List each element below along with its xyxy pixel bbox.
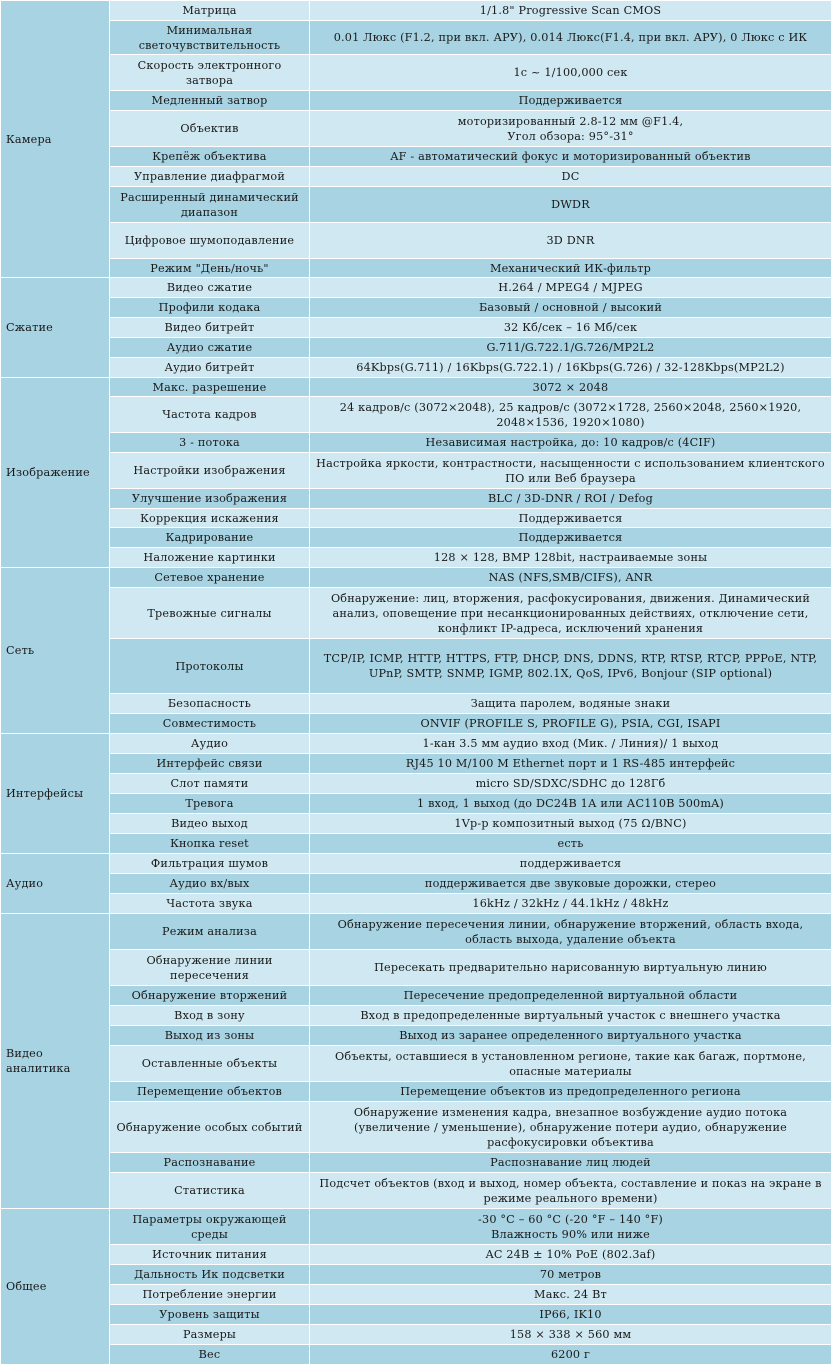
spec-value: 24 кадров/с (3072×2048), 25 кадров/с (3072×1728, 2560×2048, 2560×1920, 2048×1536, 1920×1080) [310, 397, 831, 433]
spec-row [1, 874, 831, 894]
spec-parameter: Статистика [110, 1173, 310, 1209]
spec-value: 1/1.8" Progressive Scan CMOS [310, 1, 831, 21]
spec-parameter: Обнаружение особых событий [110, 1102, 310, 1153]
spec-parameter: Профили кодака [110, 298, 310, 318]
spec-parameter: Объектив [110, 111, 310, 147]
spec-value: 16kHz / 32kHz / 44.1kHz / 48kHz [310, 894, 831, 914]
spec-row [1, 1026, 831, 1046]
spec-row [1, 914, 831, 950]
spec-value: Вход в предопределенные виртуальный участок с внешнего участка [310, 1006, 831, 1026]
spec-parameter: Обнаружение вторжений [110, 986, 310, 1006]
spec-row [1, 433, 831, 453]
spec-value: DWDR [310, 187, 831, 223]
spec-value: есть [310, 834, 831, 854]
spec-parameter: Настройки изображения [110, 453, 310, 489]
spec-parameter: Видео сжатие [110, 278, 310, 298]
spec-value: Пересечение предопределенной виртуальной области [310, 986, 831, 1006]
spec-row [1, 1102, 831, 1153]
spec-row [1, 814, 831, 834]
spec-value: IP66, IK10 [310, 1305, 831, 1325]
spec-value: NAS (NFS,SMB/CIFS), ANR [310, 568, 831, 588]
spec-parameter: Выход из зоны [110, 1026, 310, 1046]
spec-row [1, 568, 831, 588]
spec-row [1, 147, 831, 167]
spec-row [1, 1285, 831, 1305]
spec-row [1, 358, 831, 378]
spec-parameter: Источник питания [110, 1245, 310, 1265]
spec-parameter: Оставленные объекты [110, 1046, 310, 1082]
spec-row [1, 55, 831, 91]
spec-parameter: Управление диафрагмой [110, 167, 310, 187]
spec-value: Защита паролем, водяные знаки [310, 694, 831, 714]
spec-value: 1-кан 3.5 мм аудио вход (Мик. / Линия)/ 1 выход [310, 734, 831, 754]
spec-row [1, 187, 831, 223]
spec-parameter: Медленный затвор [110, 91, 310, 111]
spec-value: Механический ИК-фильтр [310, 259, 831, 278]
spec-row [1, 1006, 831, 1026]
spec-parameter: Аудио вх/вых [110, 874, 310, 894]
spec-parameter: Наложение картинки [110, 548, 310, 568]
spec-value: BLC / 3D-DNR / ROI / Defog [310, 489, 831, 509]
spec-row [1, 1245, 831, 1265]
spec-value: 64Kbps(G.711) / 16Kbps(G.722.1) / 16Kbps(G.726) / 32-128Kbps(MP2L2) [310, 358, 831, 378]
spec-value: поддерживается [310, 854, 831, 874]
section-category: Сжатие [1, 278, 110, 378]
spec-parameter: Потребление энергии [110, 1285, 310, 1305]
spec-row [1, 950, 831, 986]
spec-parameter: Протоколы [110, 639, 310, 694]
spec-parameter: Фильтрация шумов [110, 854, 310, 874]
spec-parameter: Скорость электронного затвора [110, 55, 310, 91]
spec-parameter: Аудио сжатие [110, 338, 310, 358]
spec-row [1, 397, 831, 433]
spec-parameter: Видео выход [110, 814, 310, 834]
spec-row [1, 91, 831, 111]
spec-row [1, 774, 831, 794]
spec-parameter: Распознавание [110, 1153, 310, 1173]
spec-row [1, 694, 831, 714]
spec-parameter: Режим анализа [110, 914, 310, 950]
spec-value: 1с ~ 1/100,000 сек [310, 55, 831, 91]
spec-value: моторизированный 2.8-12 мм @F1.4, Угол обзора: 95°-31° [310, 111, 831, 147]
spec-row [1, 378, 831, 397]
spec-row [1, 986, 831, 1006]
spec-value: AF - автоматический фокус и моторизированный объектив [310, 147, 831, 167]
spec-row [1, 794, 831, 814]
spec-row [1, 1325, 831, 1345]
spec-parameter: Слот памяти [110, 774, 310, 794]
spec-parameter: Макс. разрешение [110, 378, 310, 397]
spec-parameter: Дальность Ик подсветки [110, 1265, 310, 1285]
spec-row [1, 754, 831, 774]
spec-value: Подсчет объектов (вход и выход, номер объекта, составление и показ на экране в режиме реального времени) [310, 1173, 831, 1209]
specs-table-body [1, 1, 831, 1365]
spec-row [1, 1, 831, 21]
spec-value: micro SD/SDXC/SDHC до 128Гб [310, 774, 831, 794]
spec-row [1, 338, 831, 358]
spec-row [1, 167, 831, 187]
spec-row [1, 509, 831, 528]
spec-value: 3072 × 2048 [310, 378, 831, 397]
spec-parameter: Частота кадров [110, 397, 310, 433]
spec-row [1, 1173, 831, 1209]
spec-parameter: Безопасность [110, 694, 310, 714]
section-category: Изображение [1, 378, 110, 568]
spec-parameter: Минимальная светочувствительность [110, 21, 310, 55]
spec-parameter: Цифровое шумоподавление [110, 223, 310, 259]
spec-row [1, 111, 831, 147]
spec-value: ONVIF (PROFILE S, PROFILE G), PSIA, CGI, ISAPI [310, 714, 831, 734]
spec-row [1, 854, 831, 874]
spec-parameter: Режим "День/ночь" [110, 259, 310, 278]
spec-parameter: Тревога [110, 794, 310, 814]
spec-parameter: Расширенный динамический диапазон [110, 187, 310, 223]
spec-value: 1 вход, 1 выход (до DC24В 1А или АС110В 500mA) [310, 794, 831, 814]
section-category: Камера [1, 1, 110, 278]
spec-value: G.711/G.722.1/G.726/MP2L2 [310, 338, 831, 358]
spec-value: Обнаружение: лиц, вторжения, расфокусирования, движения. Динамический анализ, оповещение при несанкционированных действиях, отключение сети, конфликт IP-адреса, исключений хранения [310, 588, 831, 639]
spec-value: Независимая настройка, до: 10 кадров/с (4CIF) [310, 433, 831, 453]
spec-value: -30 °C – 60 °C (-20 °F – 140 °F) Влажность 90% или ниже [310, 1209, 831, 1245]
spec-value: 0.01 Люкс (F1.2, при вкл. АРУ), 0.014 Люкс(F1.4, при вкл. АРУ), 0 Люкс с ИК [310, 21, 831, 55]
spec-value: Поддерживается [310, 509, 831, 528]
spec-parameter: 3 - потока [110, 433, 310, 453]
spec-parameter: Частота звука [110, 894, 310, 914]
spec-value: 1Vp-p композитный выход (75 Ω/BNC) [310, 814, 831, 834]
spec-parameter: Вес [110, 1345, 310, 1365]
spec-value: Поддерживается [310, 528, 831, 548]
spec-row [1, 639, 831, 694]
spec-row [1, 548, 831, 568]
spec-value: 32 Кб/сек – 16 Мб/сек [310, 318, 831, 338]
spec-row [1, 1305, 831, 1325]
spec-row [1, 278, 831, 298]
spec-value: 6200 г [310, 1345, 831, 1365]
spec-value: Макс. 24 Вт [310, 1285, 831, 1305]
spec-row [1, 734, 831, 754]
spec-row [1, 1345, 831, 1365]
spec-value: TCP/IP, ICMP, HTTP, HTTPS, FTP, DHCP, DNS, DDNS, RTP, RTSP, RTCP, PPPoE, NTP, UPnP, SMTP, SNMP, IGMP, 802.1X, QoS, IPv6, Bonjour (SIP optional) [310, 639, 831, 694]
spec-value: Перемещение объектов из предопределенного региона [310, 1082, 831, 1102]
spec-parameter: Интерфейс связи [110, 754, 310, 774]
spec-row [1, 894, 831, 914]
spec-row [1, 318, 831, 338]
spec-row [1, 588, 831, 639]
spec-value: DC [310, 167, 831, 187]
spec-parameter: Кадрирование [110, 528, 310, 548]
spec-parameter: Совместимость [110, 714, 310, 734]
spec-row [1, 223, 831, 259]
spec-value: AC 24В ± 10% PoE (802.3af) [310, 1245, 831, 1265]
section-category: Сеть [1, 568, 110, 734]
spec-parameter: Тревожные сигналы [110, 588, 310, 639]
spec-row [1, 453, 831, 489]
spec-row [1, 298, 831, 318]
spec-value: H.264 / MPEG4 / MJPEG [310, 278, 831, 298]
spec-parameter: Аудио битрейт [110, 358, 310, 378]
section-category: Видео аналитика [1, 914, 110, 1209]
spec-row [1, 1209, 831, 1245]
spec-parameter: Параметры окружающей среды [110, 1209, 310, 1245]
spec-value: Базовый / основной / высокий [310, 298, 831, 318]
spec-value: 3D DNR [310, 223, 831, 259]
spec-value: Пересекать предварительно нарисованную виртуальную линию [310, 950, 831, 986]
spec-value: Объекты, оставшиеся в установленном регионе, такие как багаж, портмоне, опасные материалы [310, 1046, 831, 1082]
spec-row [1, 528, 831, 548]
spec-value: 128 × 128, BMP 128bit, настраиваемые зоны [310, 548, 831, 568]
spec-value: поддерживается две звуковые дорожки, стерео [310, 874, 831, 894]
spec-row [1, 259, 831, 278]
spec-value: Обнаружение пересечения линии, обнаружение вторжений, область входа, область выхода, удаление объекта [310, 914, 831, 950]
spec-parameter: Кнопка reset [110, 834, 310, 854]
spec-row [1, 1265, 831, 1285]
section-category: Интерфейсы [1, 734, 110, 854]
spec-parameter: Аудио [110, 734, 310, 754]
spec-value: Выход из заранее определенного виртуального участка [310, 1026, 831, 1046]
spec-parameter: Сетевое хранение [110, 568, 310, 588]
section-category: Общее [1, 1209, 110, 1365]
spec-parameter: Вход в зону [110, 1006, 310, 1026]
spec-value: RJ45 10 M/100 M Ethernet порт и 1 RS-485 интерфейс [310, 754, 831, 774]
spec-value: Настройка яркости, контрастности, насыщенности с использованием клиентского ПО или Веб браузера [310, 453, 831, 489]
spec-parameter: Крепёж объектива [110, 147, 310, 167]
spec-parameter: Обнаружение линии пересечения [110, 950, 310, 986]
spec-parameter: Матрица [110, 1, 310, 21]
spec-parameter: Размеры [110, 1325, 310, 1345]
spec-parameter: Уровень защиты [110, 1305, 310, 1325]
spec-row [1, 21, 831, 55]
spec-row [1, 1082, 831, 1102]
section-category: Аудио [1, 854, 110, 914]
spec-row [1, 714, 831, 734]
spec-parameter: Коррекция искажения [110, 509, 310, 528]
spec-row [1, 489, 831, 509]
spec-row [1, 1153, 831, 1173]
spec-row [1, 1046, 831, 1082]
spec-parameter: Улучшение изображения [110, 489, 310, 509]
spec-value: 70 метров [310, 1265, 831, 1285]
spec-value: 158 × 338 × 560 мм [310, 1325, 831, 1345]
spec-value: Обнаружение изменения кадра, внезапное возбуждение аудио потока (увеличение / уменьшение), обнаружение потери аудио, обнаружение расфокусировки объектива [310, 1102, 831, 1153]
spec-parameter: Видео битрейт [110, 318, 310, 338]
spec-value: Поддерживается [310, 91, 831, 111]
spec-parameter: Перемещение объектов [110, 1082, 310, 1102]
spec-row [1, 834, 831, 854]
spec-value: Распознавание лиц людей [310, 1153, 831, 1173]
